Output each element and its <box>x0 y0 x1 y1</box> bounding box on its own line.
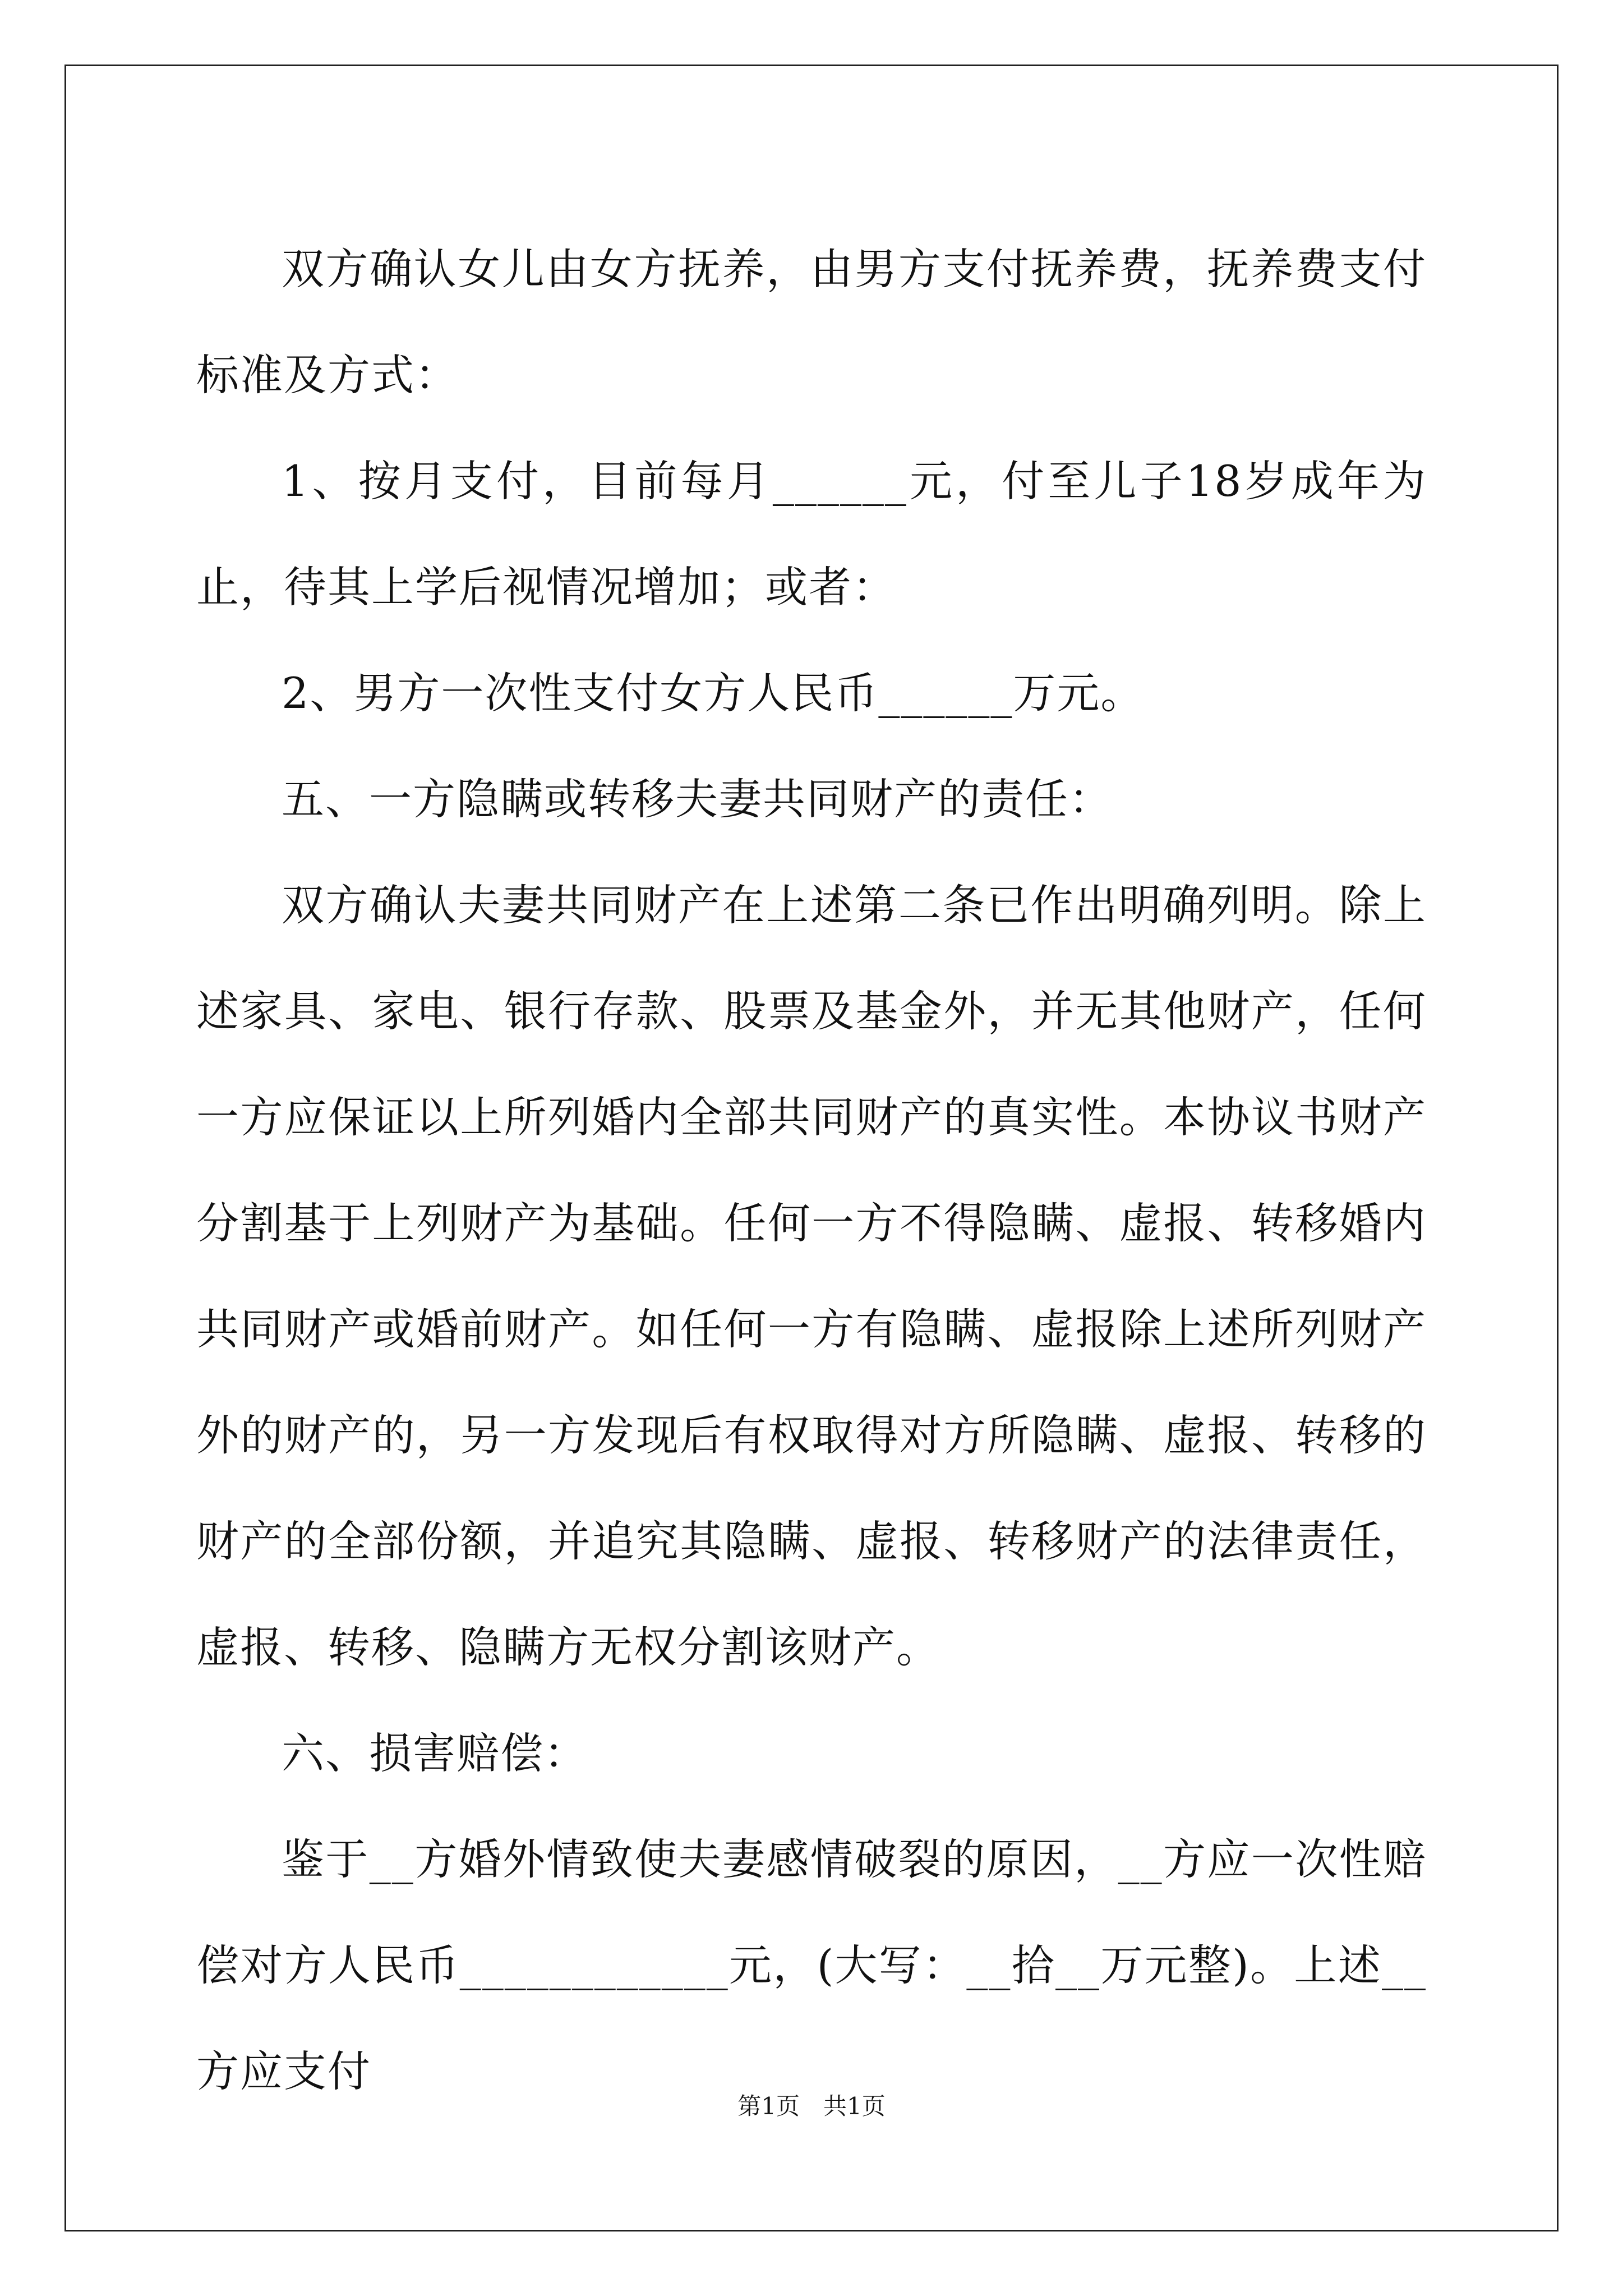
section-heading-concealment: 五、一方隐瞒或转移夫妻共同财产的责任： <box>282 774 1113 824</box>
document-body <box>196 216 1427 2124</box>
paragraph-damages: 鉴于__方婚外情致使夫妻感情破裂的原因，__方应一次性赔偿对方人民币____________元，(大写：__拾__万元整)。上述__方应支付 <box>196 1834 1427 2096</box>
paragraph-lump-sum: 2、男方一次性支付女方人民币______万元。 <box>282 668 1145 718</box>
page-number-footer: 第1页 共1页 <box>737 2092 886 2120</box>
paragraph-monthly-payment: 1、按月支付，目前每月______元，付至儿子18岁成年为止，待其上学后视情况增加；或者： <box>196 456 1427 612</box>
paragraph-concealment: 双方确认夫妻共同财产在上述第二条已作出明确列明。除上述家具、家电、银行存款、股票及基金外，并无其他财产，任何一方应保证以上所列婚内全部共同财产的真实性。本协议书财产分割基于上列财产为基础。任何一方不得隐瞒、虚报、转移婚内共同财产或婚前财产。如任何一方有隐瞒、虚报除上述所列财产外的财产的，另一方发现后有权取得对方所隐瞒、虚报、转移的财产的全部份额，并追究其隐瞒、虚报、转移财产的法律责任，虚报、转移、隐瞒方无权分割该财产。 <box>196 880 1427 1672</box>
paragraph-custody: 双方确认女儿由女方抚养，由男方支付抚养费，抚养费支付标准及方式： <box>196 244 1427 400</box>
section-heading-damages: 六、损害赔偿： <box>282 1728 588 1778</box>
